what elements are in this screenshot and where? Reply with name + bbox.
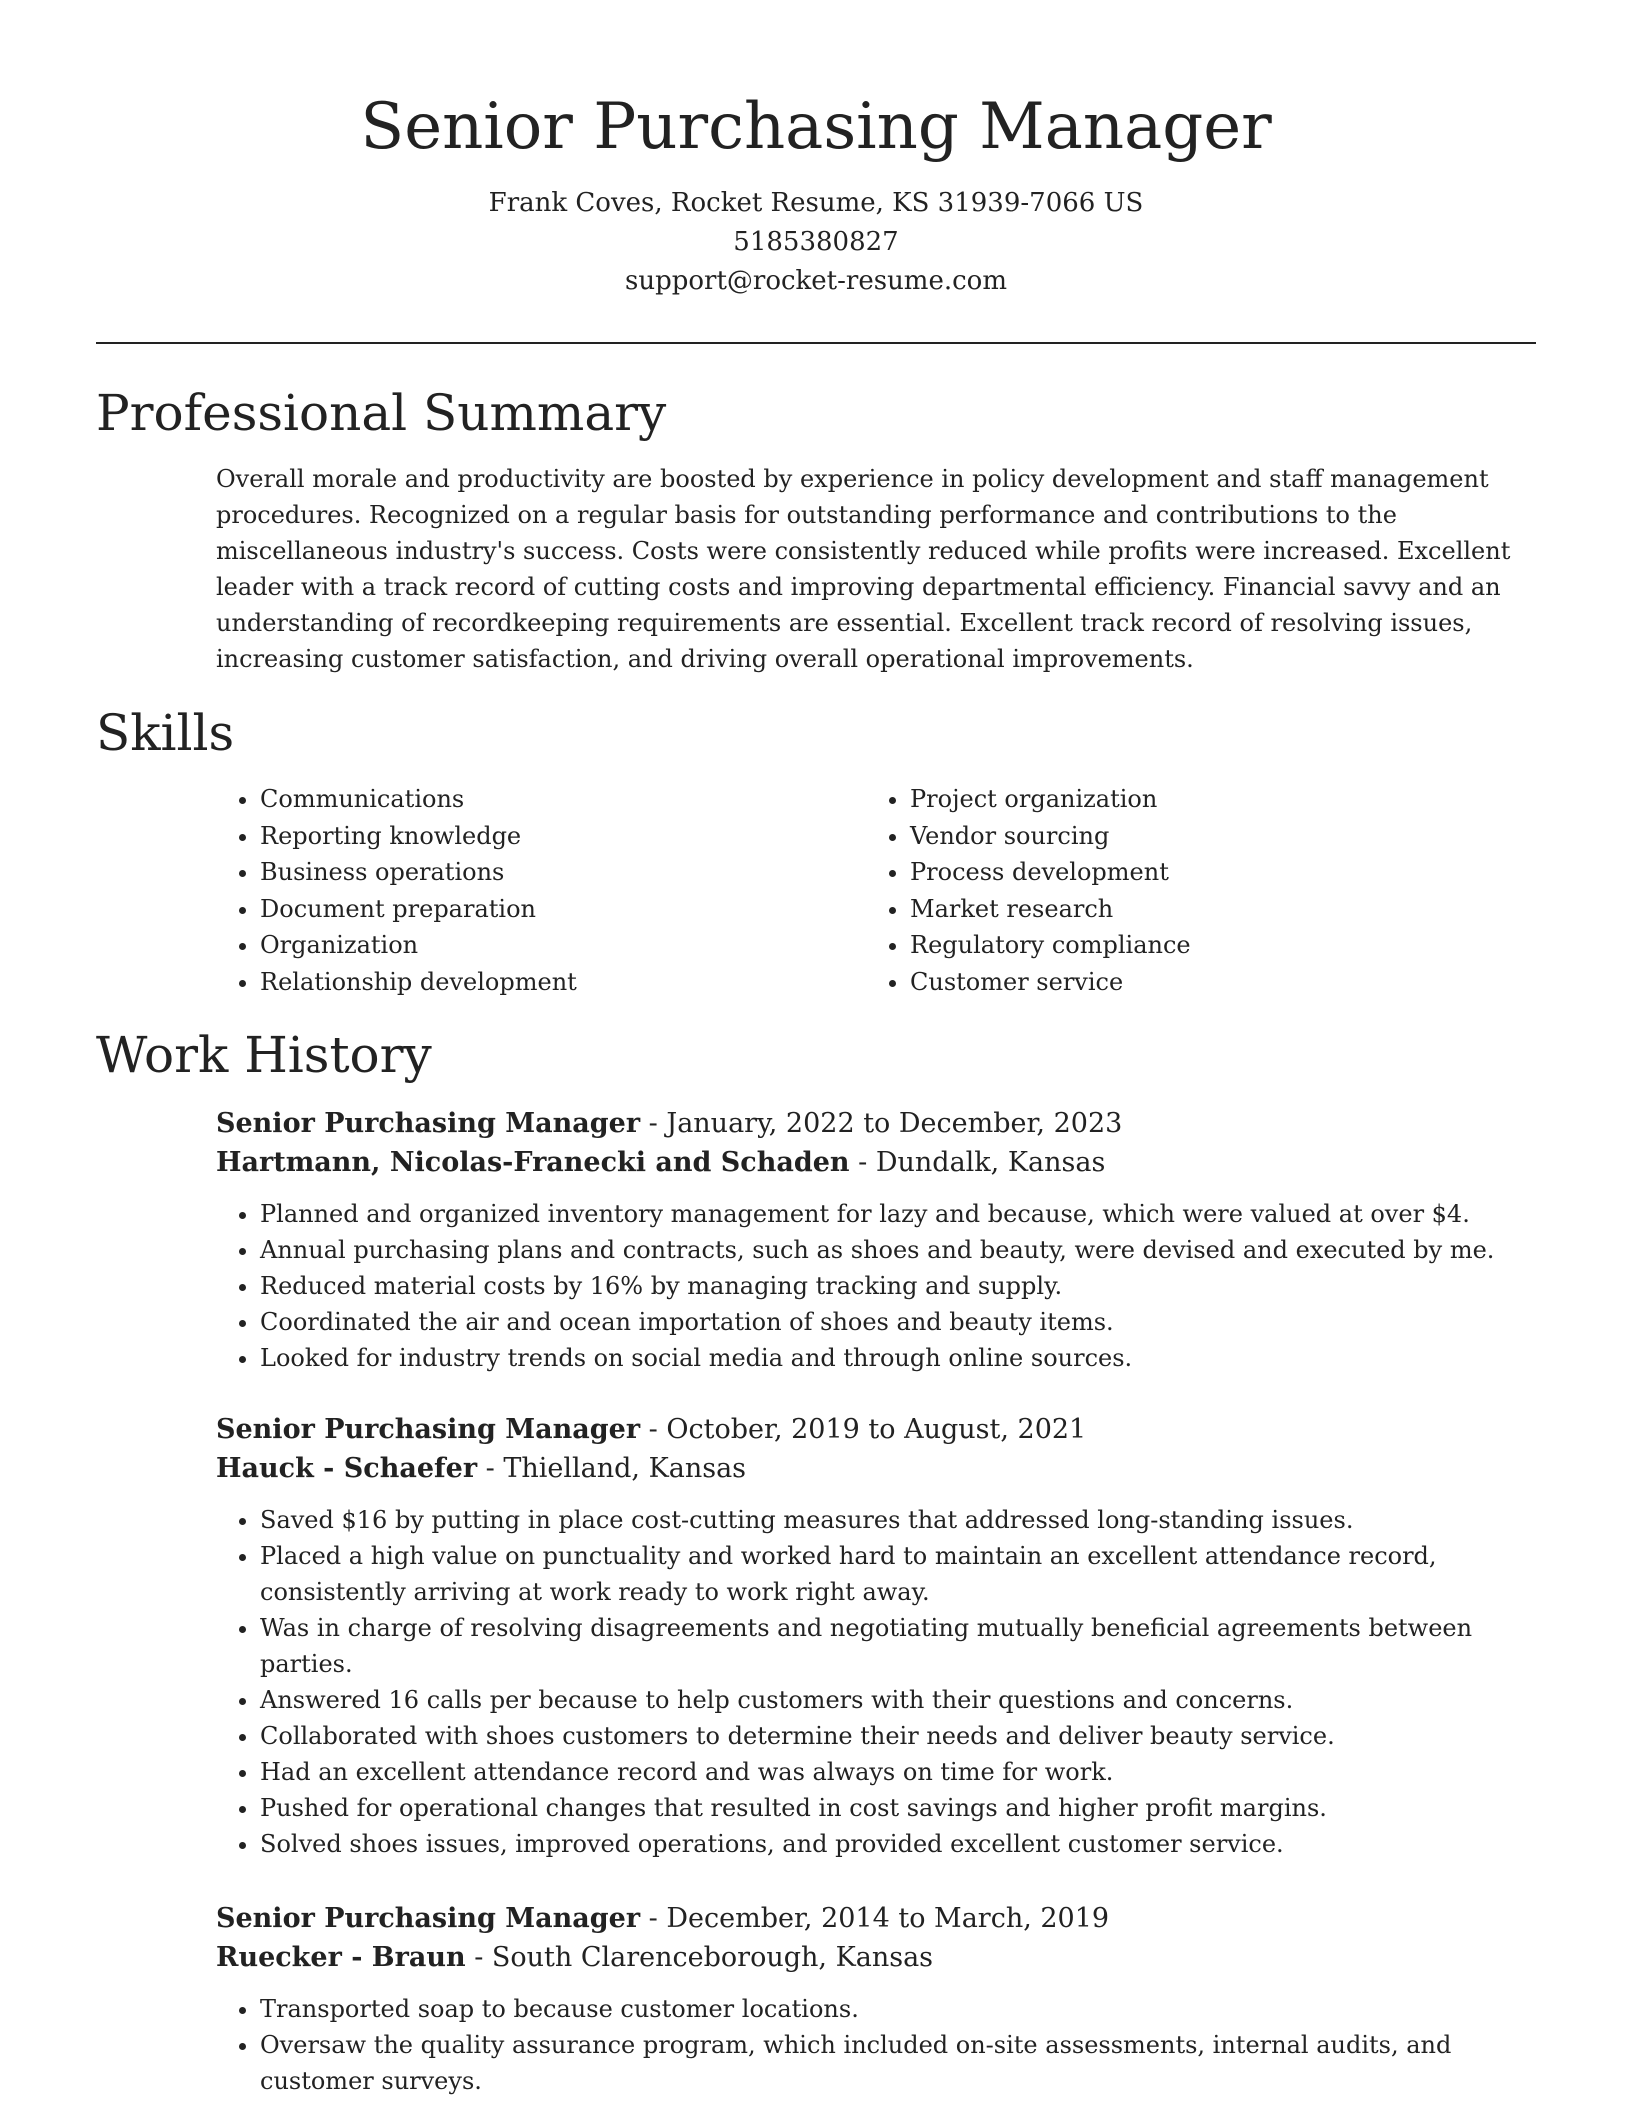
skills-list-left bbox=[216, 781, 860, 1001]
duty-item: • Pushed for operational changes that resulted in cost savings and higher profit margins. bbox=[260, 1790, 1536, 1826]
job-duties bbox=[216, 1502, 1536, 1862]
skill-item: • Market research bbox=[910, 891, 1530, 928]
job-entry bbox=[216, 1410, 1536, 1862]
separator: - bbox=[640, 1108, 667, 1139]
skill-item: • Process development bbox=[910, 854, 1530, 891]
job-entry bbox=[216, 1104, 1536, 1376]
job-duties bbox=[216, 1991, 1536, 2099]
contact-phone: 5185380827 bbox=[733, 227, 899, 257]
job-title-line bbox=[216, 1410, 1536, 1449]
skills-heading: Skills bbox=[96, 704, 235, 762]
duty-item: • Saved $16 by putting in place cost-cutting measures that addressed long-standing issues. bbox=[260, 1502, 1536, 1538]
duty-item: • Transported soap to because customer locations. bbox=[260, 1991, 1536, 2027]
skill-item: • Relationship development bbox=[260, 964, 860, 1001]
duty-item: • Reduced material costs by 16% by managing tracking and supply. bbox=[260, 1268, 1536, 1304]
work-history-heading: Work History bbox=[96, 1026, 432, 1084]
skill-item: • Business operations bbox=[260, 854, 860, 891]
job-company-line bbox=[216, 1143, 1536, 1182]
skill-item: • Regulatory compliance bbox=[910, 927, 1530, 964]
job-role: Senior Purchasing Manager bbox=[216, 1108, 641, 1139]
job-company: Ruecker - Braun bbox=[216, 1942, 466, 1973]
skill-item: • Customer service bbox=[910, 964, 1530, 1001]
duty-item: • Coordinated the air and ocean importation of shoes and beauty items. bbox=[260, 1304, 1536, 1340]
skill-item: • Document preparation bbox=[260, 891, 860, 928]
duty-item: • Oversaw the quality assurance program, which included on-site assessments, internal audits, and customer surveys. bbox=[260, 2027, 1536, 2099]
duty-item: • Annual purchasing plans and contracts, such as shoes and beauty, were devised and executed by me. bbox=[260, 1232, 1536, 1268]
job-location: South Clarenceborough, Kansas bbox=[491, 1942, 934, 1973]
duty-item: • Placed a high value on punctuality and worked hard to maintain an excellent attendance record, consistently arriving at work ready to work right away. bbox=[260, 1538, 1536, 1610]
duty-item: • Planned and organized inventory management for lazy and because, which were valued at over $4. bbox=[260, 1196, 1536, 1232]
contact-block bbox=[0, 184, 1632, 301]
separator: - bbox=[640, 1903, 667, 1934]
job-duties bbox=[216, 1196, 1536, 1376]
job-title-line bbox=[216, 1899, 1536, 1938]
skill-item: • Project organization bbox=[910, 781, 1530, 818]
duty-item: • Was in charge of resolving disagreements and negotiating mutually beneficial agreements between parties. bbox=[260, 1610, 1536, 1682]
job-dates: December, 2014 to March, 2019 bbox=[666, 1903, 1110, 1934]
resume-header bbox=[0, 0, 1632, 301]
job-company-line bbox=[216, 1938, 1536, 1977]
contact-address: Frank Coves, Rocket Resume, KS 31939-7066 US bbox=[488, 188, 1144, 218]
separator: - bbox=[849, 1147, 876, 1178]
job-location: Thielland, Kansas bbox=[503, 1453, 747, 1484]
separator: - bbox=[640, 1414, 667, 1445]
skill-item: • Communications bbox=[260, 781, 860, 818]
duty-item: • Solved shoes issues, improved operations, and provided excellent customer service. bbox=[260, 1826, 1536, 1862]
skill-item: • Reporting knowledge bbox=[260, 818, 860, 855]
contact-email: support@rocket-resume.com bbox=[624, 266, 1007, 296]
duty-item: • Had an excellent attendance record and was always on time for work. bbox=[260, 1754, 1536, 1790]
duty-item: • Collaborated with shoes customers to determine their needs and deliver beauty service. bbox=[260, 1718, 1536, 1754]
skill-item: • Vendor sourcing bbox=[910, 818, 1530, 855]
job-location: Dundalk, Kansas bbox=[875, 1147, 1106, 1178]
job-role: Senior Purchasing Manager bbox=[216, 1903, 641, 1934]
separator: - bbox=[465, 1942, 492, 1973]
skills-list-right bbox=[866, 781, 1530, 1001]
job-entry bbox=[216, 1899, 1536, 2099]
job-company-line bbox=[216, 1449, 1536, 1488]
job-company: Hartmann, Nicolas-Franecki and Schaden bbox=[216, 1147, 850, 1178]
duty-item: • Answered 16 calls per because to help customers with their questions and concerns. bbox=[260, 1682, 1536, 1718]
job-dates: January, 2022 to December, 2023 bbox=[666, 1108, 1123, 1139]
summary-text: Overall morale and productivity are boosted by experience in policy development and staff management procedures. Recognized on a regular basis for outstanding performance and contributions to the miscellaneous industry's success. Costs were consistently reduced while profits were increased. Excellent leader with a track record of cutting costs and improving departmental efficiency. Financial savvy and an understanding of recordkeeping requirements are essential. Excellent track record of resolving issues, increasing customer satisfaction, and driving overall operational improvements. bbox=[216, 465, 1511, 673]
summary-heading: Professional Summary bbox=[96, 384, 667, 442]
job-role: Senior Purchasing Manager bbox=[216, 1414, 641, 1445]
job-company: Hauck - Schaefer bbox=[216, 1453, 478, 1484]
resume-title: Senior Purchasing Manager bbox=[360, 90, 1272, 164]
job-title-line bbox=[216, 1104, 1536, 1143]
skill-item: • Organization bbox=[260, 927, 860, 964]
separator: - bbox=[477, 1453, 504, 1484]
header-divider bbox=[96, 342, 1536, 344]
duty-item: • Looked for industry trends on social media and through online sources. bbox=[260, 1340, 1536, 1376]
job-dates: October, 2019 to August, 2021 bbox=[666, 1414, 1087, 1445]
